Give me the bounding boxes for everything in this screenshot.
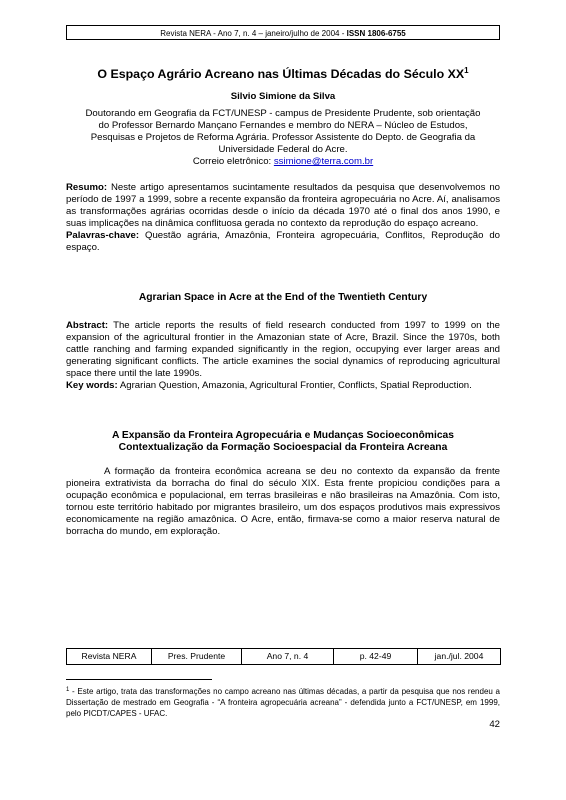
affiliation-line: Universidade Federal do Acre.: [218, 144, 348, 156]
english-title: Agrarian Space in Acre at the End of the Twentieth Century: [138, 292, 428, 303]
page-number: 42: [489, 719, 500, 730]
author-name: Silvio Simione da Silva: [230, 91, 336, 102]
section-title: [66, 430, 500, 455]
email-line: [66, 156, 500, 168]
key-words-text: Agrarian Question, Amazonia, Agricultural Frontier, Conflicts, Spatial Reproduction.: [117, 380, 472, 392]
palavras-chave-label: Palavras-chave:: [66, 230, 140, 242]
email-link[interactable]: ssimione@terra.com.br: [273, 156, 374, 168]
footnote-separator: [66, 679, 212, 680]
footer-cell-date: jan./jul. 2004: [418, 649, 501, 665]
affiliation-line: Pesquisas e Projetos de Reforma Agrária. Professor Assistente do Depto. de Geografia da: [90, 132, 476, 144]
section-title-line: A Expansão da Fronteira Agropecuária e Mudanças Socioeconômicas: [112, 430, 454, 441]
footer-cell-pages: p. 42-49: [334, 649, 418, 665]
footer-cell-volume: Ano 7, n. 4: [242, 649, 334, 665]
abstract-text: The article reports the results of field research conducted from 1997 to 1999 on the expansion of the agricultural frontier in the Amazonian state of Acre, Brazil. Since the 1970s, both cattle ranching and farming expanded significantly in the region, occupying ever larger areas and generating significant conflicts. The article examines the social dynamics of reproducing agricultural space there until the late 1990s.: [66, 320, 500, 380]
affiliation-line: Doutorando em Geografia da FCT/UNESP - campus de Presidente Prudente, sob orientação: [85, 108, 481, 119]
abstract-paragraph: [66, 320, 500, 380]
affiliation-line: do Professor Bernardo Mançano Fernandes e membro do NERA – Núcleo de Estudos,: [98, 120, 468, 132]
section-title-line: Contextualização da Formação Socioespacial da Fronteira Acreana: [118, 442, 448, 454]
resumo-paragraph: [66, 182, 500, 230]
resumo-block: [66, 182, 500, 255]
running-header: [66, 25, 500, 40]
footer-cell-journal: Revista NERA: [67, 649, 152, 665]
palavras-chave-paragraph: [66, 230, 500, 254]
article-title: [66, 67, 500, 81]
header-journal: Revista NERA: [160, 29, 211, 38]
footnote: [66, 687, 500, 719]
title-footnote-mark[interactable]: 1: [464, 66, 469, 75]
footer-cell-city: Pres. Prudente: [152, 649, 242, 665]
palavras-chave-text: Questão agrária, Amazônia, Fronteira agropecuária, Conflitos, Reprodução do espaço.: [66, 230, 500, 254]
footnote-text: - Este artigo, trata das transformações no campo acreano nas últimas décadas, a partir da pesquisa que nos rendeu a Dissertação de mestrado em Geografia - “A fronteira agropecuária acreana” - defendida junto a FCT/UNESP, em 1999, pelo PICDT/CAPES - UFAC.: [66, 687, 500, 718]
resumo-label: Resumo:: [66, 182, 108, 193]
author-affiliation: [66, 108, 500, 168]
article-title-text: O Espaço Agrário Acreano nas Últimas Décadas do Século XX: [97, 67, 465, 81]
key-words-paragraph: [66, 380, 500, 392]
body-paragraph: A formação da fronteira econômica acreana se deu no contexto da expansão da frente pioneira extrativista da borracha do final do século XIX. Esta frente propiciou condições para a ocupação econômica e populacional, em terras brasileiras e não brasileiras na Amazônia. Com isto, tornou este território habitado por migrantes brasileiro, um dos espaços produtivos mais expressivos economicamente na região amazônica. O Acre, então, firmava-se como a maior reserva natural de borracha do mundo, em exploração.: [66, 466, 500, 538]
resumo-text: Neste artigo apresentamos sucintamente resultados da pesquisa que desenvolvemos no período de 1997 a 1999, sobre a recente expansão da fronteira agropecuária no Acre. Aí, analisamos as transformações agrárias ocorridas desde o início da década 1970 até o final dos anos 1990, e suas implicações na dinâmica conflituosa gerada no contexto da reprodução do espaço acreano.: [66, 182, 500, 230]
abstract-label: Abstract:: [66, 320, 109, 331]
key-words-label: Key words:: [66, 380, 118, 392]
footer-table: [66, 648, 501, 665]
footnote-mark: 1: [66, 687, 70, 693]
header-issue: - Ano 7, n. 4 – janeiro/julho de 2004 -: [210, 29, 347, 38]
abstract-block: [66, 320, 500, 393]
email-label: Correio eletrônico:: [192, 156, 274, 168]
header-issn: ISSN 1806-6755: [346, 29, 406, 38]
